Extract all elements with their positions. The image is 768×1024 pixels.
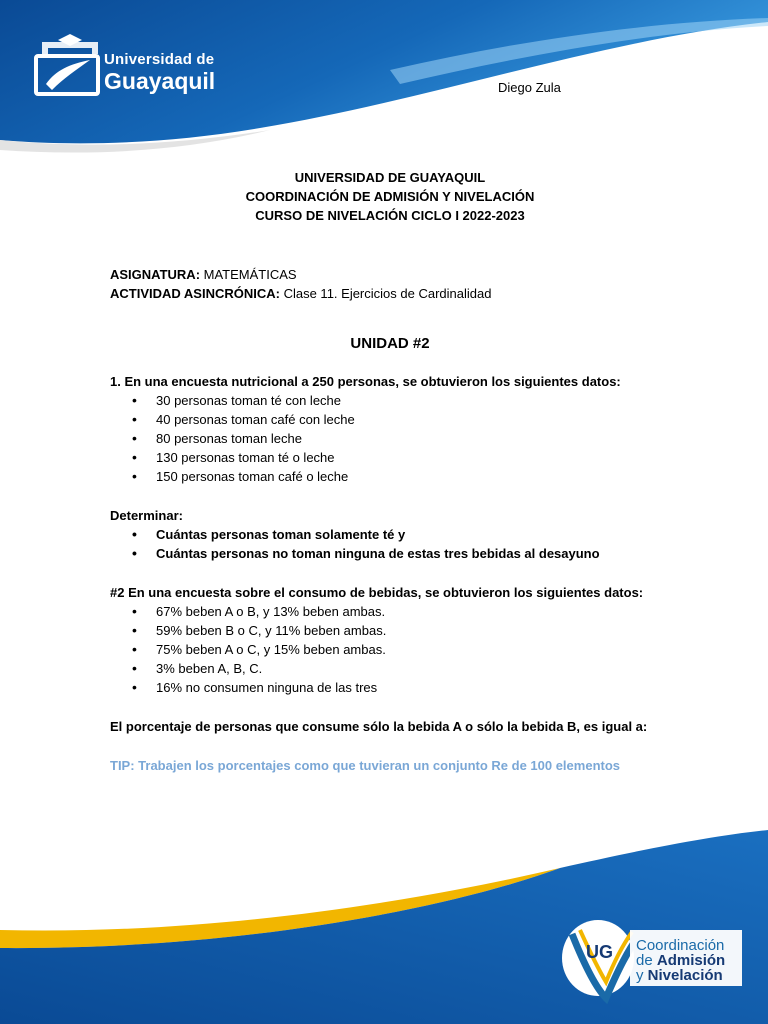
cna-logo-text <box>636 938 725 983</box>
activity-line <box>110 284 670 303</box>
activity-value: Clase 11. Ejercicios de Cardinalidad <box>279 286 492 301</box>
cna-line-3-bold: Nivelación <box>647 967 723 984</box>
list-item: • 75% beben A o C, y 15% beben ambas. <box>110 640 670 659</box>
question-2-title: #2 En una encuesta sobre el consumo de bebidas, se obtuvieron los siguientes datos: <box>110 585 644 600</box>
logo-line-2: Guayaquil <box>104 68 216 94</box>
cna-line-2-prefix: de <box>636 952 657 969</box>
subject-line <box>110 265 670 284</box>
course-meta <box>110 265 670 303</box>
heading-line-3: CURSO DE NIVELACIÓN CICLO I 2022-2023 <box>255 208 525 223</box>
heading-line-1: UNIVERSIDAD DE GUAYAQUIL <box>294 170 486 185</box>
author-name: Diego Zula <box>498 80 561 95</box>
determine-label: Determinar: <box>110 508 183 523</box>
activity-label: ACTIVIDAD ASINCRÓNICA: <box>110 286 280 301</box>
heading-line-2: COORDINACIÓN DE ADMISIÓN Y NIVELACIÓN <box>245 189 535 204</box>
cna-line-2 <box>636 953 725 968</box>
tip-text: TIP: Trabajen los porcentajes como que tuvieran un conjunto Re de 100 elementos <box>110 758 621 773</box>
question-1-task-list <box>110 525 670 563</box>
list-item: • Cuántas personas toman solamente té y <box>110 525 670 544</box>
university-logo-text <box>104 52 215 93</box>
list-item: • 59% beben B o C, y 11% beben ambas. <box>110 621 670 640</box>
list-item: • 16% no consumen ninguna de las tres <box>110 678 670 697</box>
cna-logo-mark <box>582 940 622 964</box>
list-item: • 150 personas toman café o leche <box>110 467 670 486</box>
question-1-data-list <box>110 391 670 486</box>
question-1-title: 1. En una encuesta nutricional a 250 personas, se obtuvieron los siguientes datos: <box>110 374 621 389</box>
cna-logo-mark-text: UG <box>586 942 613 962</box>
logo-line-1: Universidad de <box>104 51 215 68</box>
footer-swoosh <box>0 830 768 1024</box>
list-item: • 130 personas toman té o leche <box>110 448 670 467</box>
cna-line-3 <box>636 968 725 983</box>
list-item: • 40 personas toman café con leche <box>110 410 670 429</box>
list-item: • 3% beben A, B, C. <box>110 659 670 678</box>
cna-line-3-prefix: y <box>636 967 648 984</box>
list-item: • 67% beben A o B, y 13% beben ambas. <box>110 602 670 621</box>
question-2-data-list <box>110 602 670 697</box>
question-2-prompt: El porcentaje de personas que consume sólo la bebida A o sólo la bebida B, es igual a: <box>110 719 648 734</box>
list-item: • 80 personas toman leche <box>110 429 670 448</box>
subject-label: ASIGNATURA: <box>110 267 201 282</box>
list-item: • 30 personas toman té con leche <box>110 391 670 410</box>
cna-line-1: Coordinación <box>636 937 725 954</box>
unit-title: UNIDAD #2 <box>350 335 430 352</box>
document-heading <box>110 168 670 225</box>
subject-value: MATEMÁTICAS <box>200 267 297 282</box>
document-body <box>110 168 670 775</box>
cna-line-2-bold: Admisión <box>656 952 726 969</box>
list-item: • Cuántas personas no toman ninguna de estas tres bebidas al desayuno <box>110 544 670 563</box>
